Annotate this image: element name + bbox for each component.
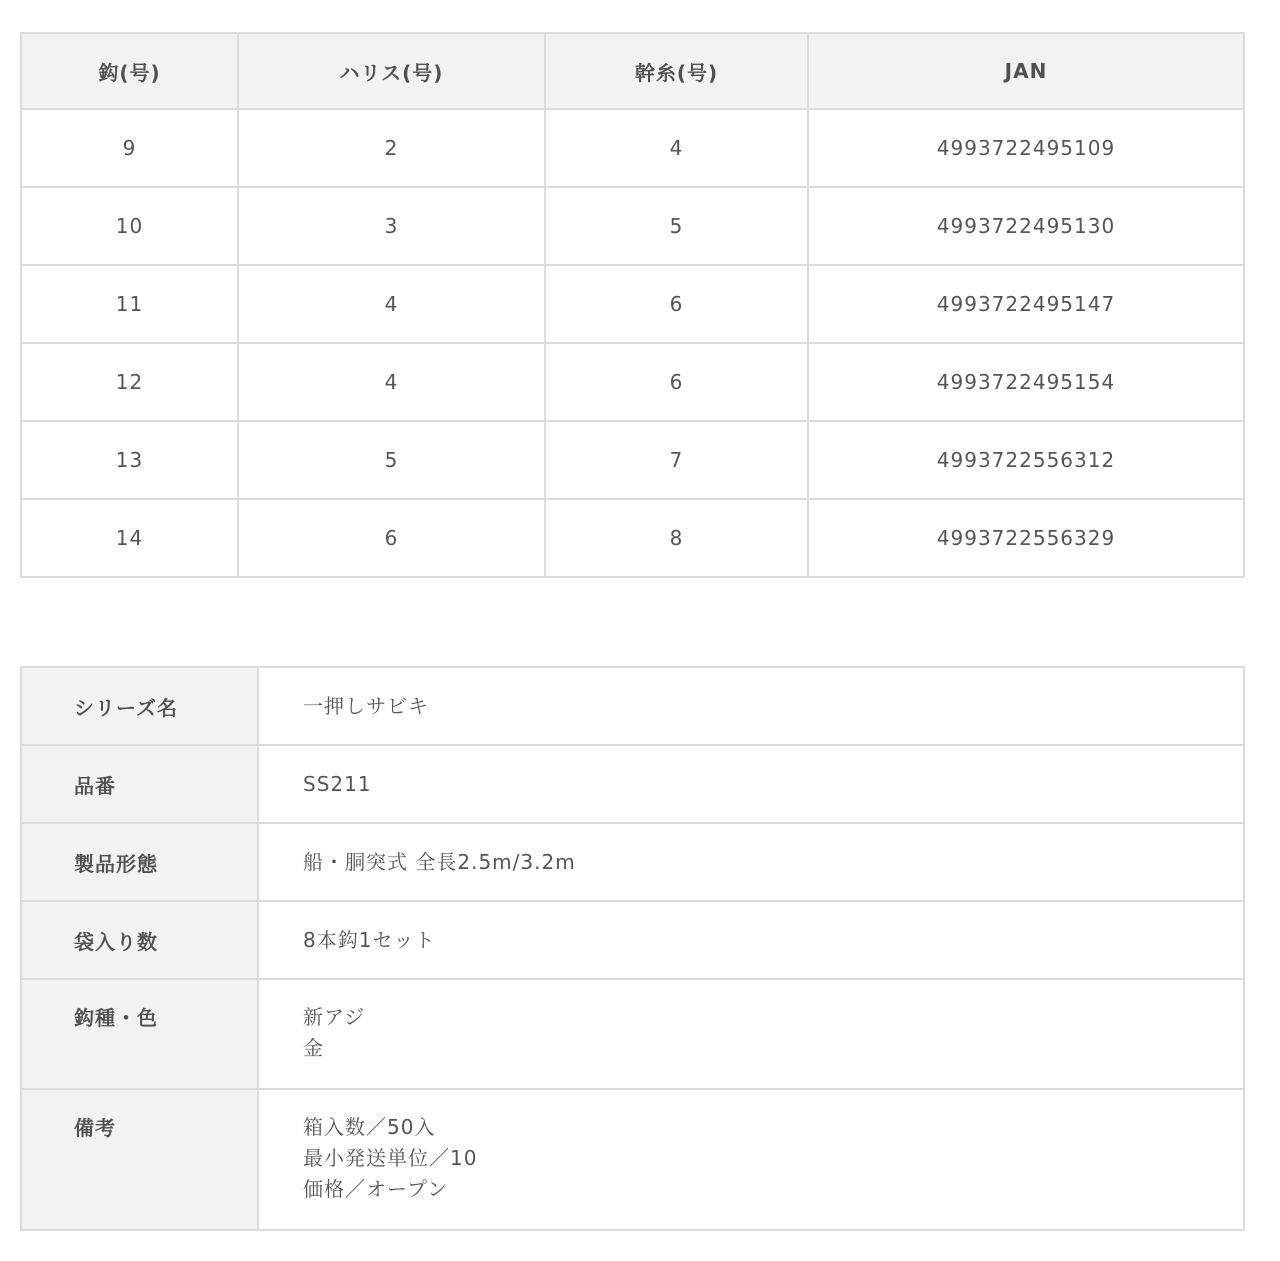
size-spec-table <box>20 32 1245 578</box>
cell-hook-size: 13 <box>21 421 238 499</box>
cell-harisu-size: 3 <box>238 187 545 265</box>
cell-jan: 4993722495147 <box>808 265 1244 343</box>
cell-harisu-size: 4 <box>238 265 545 343</box>
cell-mikiito-size: 6 <box>545 265 808 343</box>
cell-harisu-size: 2 <box>238 109 545 187</box>
info-row-product-form <box>21 823 1244 901</box>
cell-mikiito-size: 8 <box>545 499 808 577</box>
header-jan: JAN <box>808 33 1244 109</box>
hook-type-text: 新アジ <box>303 1005 366 1029</box>
value-product-number <box>258 745 1244 823</box>
info-row-product-number <box>21 745 1244 823</box>
value-product-form <box>258 823 1244 901</box>
cell-harisu-size: 6 <box>238 499 545 577</box>
table-row <box>21 421 1244 499</box>
table-row <box>21 109 1244 187</box>
series-name-text: 一押しサビキ <box>303 693 429 718</box>
bag-quantity-text: 8本鈎1セット <box>303 927 436 952</box>
cell-jan: 4993722495130 <box>808 187 1244 265</box>
product-number-text: SS211 <box>303 771 372 796</box>
value-remarks <box>258 1089 1244 1230</box>
remarks-box-quantity: 箱入数／50入 <box>303 1115 436 1139</box>
cell-hook-size: 10 <box>21 187 238 265</box>
cell-jan: 4993722495109 <box>808 109 1244 187</box>
table-row <box>21 343 1244 421</box>
hook-color-text: 金 <box>303 1036 324 1060</box>
value-hook-type-color <box>258 979 1244 1089</box>
remarks-min-shipping-unit: 最小発送単位／10 <box>303 1146 478 1170</box>
cell-mikiito-size: 7 <box>545 421 808 499</box>
cell-jan: 4993722495154 <box>808 343 1244 421</box>
value-bag-quantity <box>258 901 1244 979</box>
table-header-row <box>21 33 1244 109</box>
cell-mikiito-size: 6 <box>545 343 808 421</box>
cell-harisu-size: 4 <box>238 343 545 421</box>
cell-hook-size: 12 <box>21 343 238 421</box>
header-hook-size: 鈎(号) <box>21 33 238 109</box>
info-row-hook-type-color <box>21 979 1244 1089</box>
label-series-name: シリーズ名 <box>21 667 258 745</box>
cell-harisu-size: 5 <box>238 421 545 499</box>
cell-hook-size: 14 <box>21 499 238 577</box>
cell-jan: 4993722556312 <box>808 421 1244 499</box>
info-row-remarks <box>21 1089 1244 1230</box>
remarks-price: 価格／オープン <box>303 1177 449 1201</box>
table-row <box>21 187 1244 265</box>
label-bag-quantity: 袋入り数 <box>21 901 258 979</box>
header-mikiito-size: 幹糸(号) <box>545 33 808 109</box>
cell-mikiito-size: 4 <box>545 109 808 187</box>
product-form-text: 船・胴突式 全長2.5m/3.2m <box>303 849 576 874</box>
cell-hook-size: 9 <box>21 109 238 187</box>
label-hook-type-color: 鈎種・色 <box>21 979 258 1089</box>
label-product-form: 製品形態 <box>21 823 258 901</box>
value-series-name <box>258 667 1244 745</box>
table-row <box>21 265 1244 343</box>
cell-jan: 4993722556329 <box>808 499 1244 577</box>
header-harisu-size: ハリス(号) <box>238 33 545 109</box>
info-row-bag-quantity <box>21 901 1244 979</box>
label-remarks: 備考 <box>21 1089 258 1230</box>
cell-hook-size: 11 <box>21 265 238 343</box>
cell-mikiito-size: 5 <box>545 187 808 265</box>
product-info-table <box>20 666 1245 1231</box>
info-row-series-name <box>21 667 1244 745</box>
label-product-number: 品番 <box>21 745 258 823</box>
table-row <box>21 499 1244 577</box>
